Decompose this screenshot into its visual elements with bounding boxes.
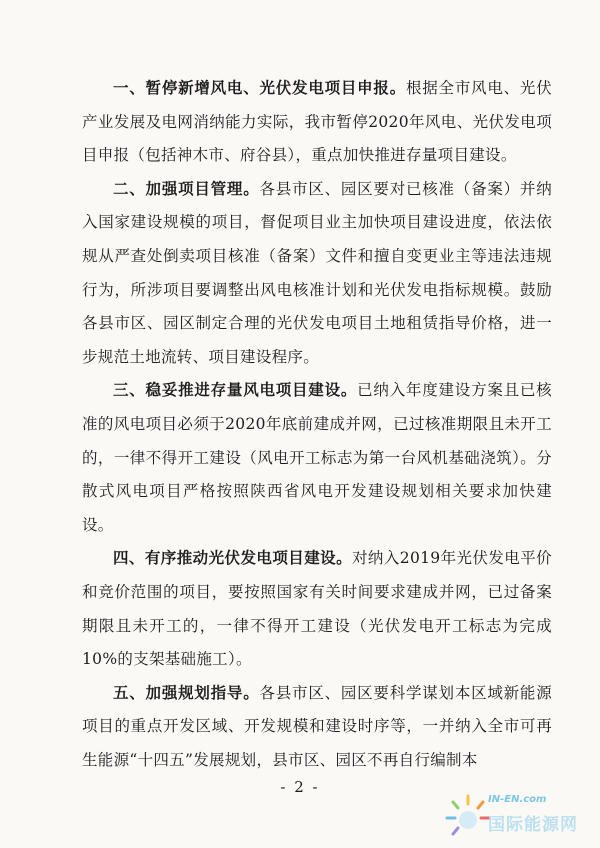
paragraph-heading: 三、稳妥推进存量风电项目建设。 [113, 381, 358, 400]
paragraph-text: 对纳入2019年光伏发电平价和竞价范围的项目，要按照国家有关时间要求建成并网，已过备案期限且未开工的，一律不得开工建设（光伏发电开工标志为完成10%的支架基础施工）。 [82, 549, 552, 669]
page-number: - 2 - [280, 778, 320, 796]
paragraph-text: 各县市区、园区要科学谋划本区域新能源项目的重点开发区域、开发规模和建设时序等，一并纳入全市可再生能源“十四五”发展规划，县市区、园区不再自行编制本 [82, 683, 553, 769]
watermark-cn: 国际能源网 [488, 815, 578, 835]
paragraph-4 [82, 542, 552, 676]
paragraph-5 [82, 677, 552, 778]
document-body [82, 72, 552, 777]
paragraph-text: 已纳入年度建设方案且已核准的风电项目必须于2020年底前建成并网，已过核准期限且未开工的，一律不得开工建设（风电开工标志为第一台风机基础浇筑）。分散式风电项目严格按照陕西省风电开发建设规划相关要求加快建设。 [82, 381, 552, 534]
sun-logo-icon [442, 792, 494, 844]
watermark-en: IN-EN.com [488, 794, 547, 805]
paragraph-heading: 五、加强规划指导。 [113, 683, 260, 702]
watermark [442, 788, 592, 844]
paragraph-1 [82, 72, 552, 173]
paragraph-heading: 四、有序推动光伏发电项目建设。 [113, 549, 352, 568]
paragraph-heading: 一、暂停新增风电、光伏发电项目申报。 [113, 79, 406, 97]
paragraph-3 [82, 374, 552, 542]
paragraph-text: 各县市区、园区要对已核准（备案）并纳入国家建设规模的项目，督促项目业主加快项目建设进度，依法依规从严查处倒卖项目核准（备案）文件和擅自变更业主等违法违规行为，所涉项目要调整出风电核准计划和光伏发电指标规模。鼓励各县市区、园区制定合理的光伏发电项目土地租赁指导价格，进一步规范土地流转、项目建设程序。 [82, 179, 553, 366]
paragraph-text: 根据全市风电、光伏产业发展及电网消纳能力实际，我市暂停2020年风电、光伏发电项目申报（包括神木市、府谷县），重点加快推进存量项目建设。 [82, 79, 552, 165]
paragraph-2 [82, 173, 552, 375]
paragraph-heading: 二、加强项目管理。 [113, 179, 260, 198]
